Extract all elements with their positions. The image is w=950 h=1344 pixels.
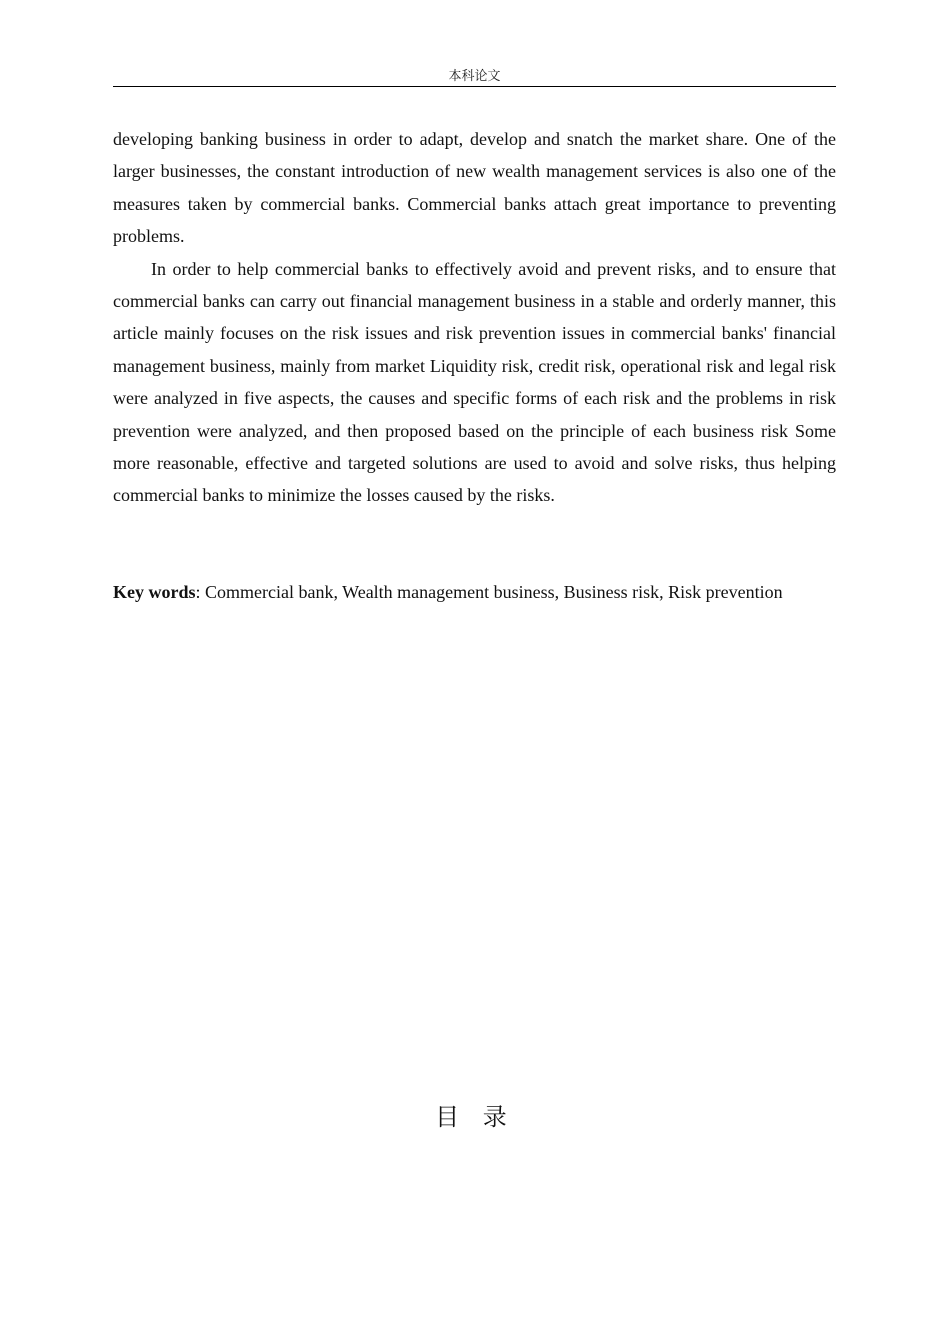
abstract-paragraph: In order to help commercial banks to effectively avoid and prevent risks, and to ensure that commercial banks can carry out financial management business in a stable and orderly manner, this article mainly focuses on the risk issues and risk prevention issues in commercial banks' financial management business, mainly from market Liquidity risk, credit risk, operational risk and legal risk were analyzed in five aspects, the causes and specific forms of each risk and the problems in risk prevention were analyzed, and then proposed based on the principle of each business risk Some more reasonable, effective and targeted solutions are used to avoid and solve risks, thus helping commercial banks to minimize the losses caused by the risks. — [113, 258, 836, 506]
header-rule — [113, 86, 836, 87]
keywords-text: Commercial bank, Wealth management business, Business risk, Risk prevention — [205, 582, 783, 602]
abstract-body — [113, 123, 836, 512]
keywords-separator: : — [195, 582, 206, 602]
abstract-paragraph-continued: developing banking business in order to adapt, develop and snatch the market share. One of the larger businesses, the constant introduction of new wealth management services is also one of the measures taken by commercial banks. Commercial banks attach great importance to preventing problems. — [113, 129, 836, 247]
running-header: 本科论文 — [448, 69, 501, 84]
toc-title: 目 录 — [435, 1103, 515, 1131]
keywords-line — [113, 576, 873, 608]
keywords-label: Key words — [113, 582, 196, 602]
